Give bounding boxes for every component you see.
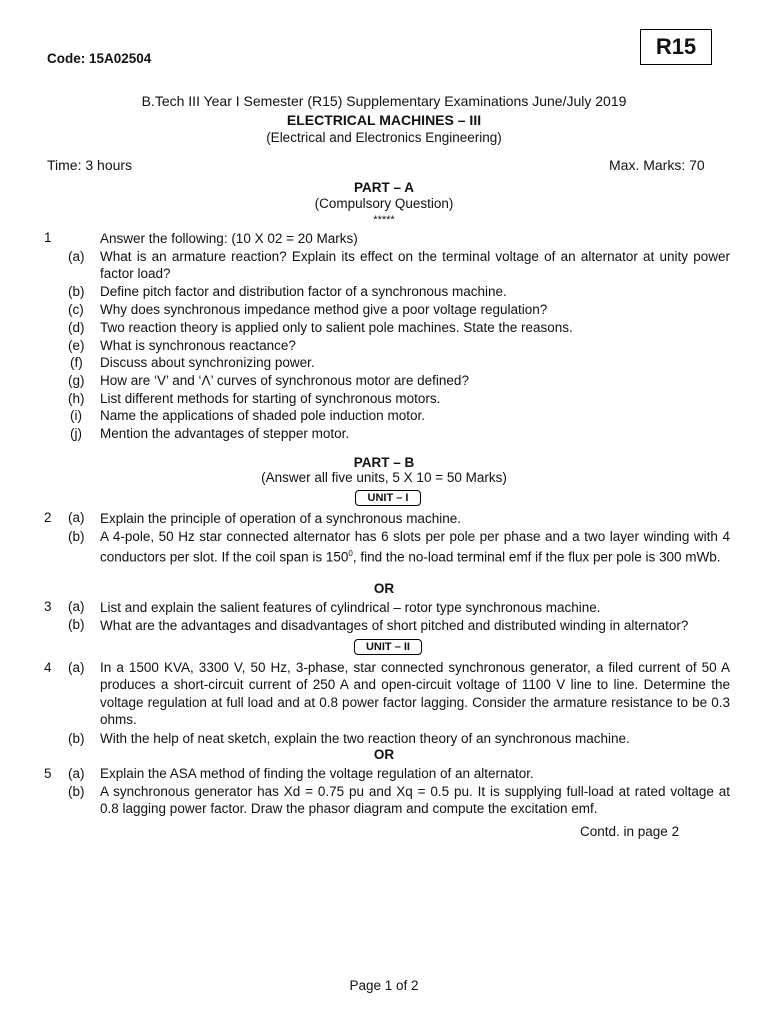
part-a-instruction: Answer the following: (10 X 02 = 20 Marks) (100, 231, 358, 246)
branch-name: (Electrical and Electronics Engineering) (266, 130, 502, 145)
max-marks: Max. Marks: 70 (609, 157, 705, 173)
item-text: With the help of neat sketch, explain the two reaction theory of an synchronous machine. (100, 731, 630, 746)
item-label: (i) (70, 408, 82, 423)
item-label: (b) (68, 784, 85, 799)
item-text: Explain the principle of operation of a synchronous machine. (100, 511, 461, 526)
subject-title: ELECTRICAL MACHINES – III (286, 112, 482, 128)
question-number: 3 (44, 599, 52, 614)
item-label: (c) (68, 302, 84, 317)
item-label: (b) (68, 617, 85, 632)
item-text: What are the advantages and disadvantages of short pitched and distributed winding in alternator? (100, 618, 689, 633)
page-number: Page 1 of 2 (349, 978, 419, 993)
unit-1-label: UNIT – I (355, 490, 421, 506)
item-text: Define pitch factor and distribution factor of a synchronous machine. (100, 284, 507, 299)
item-label: (g) (68, 373, 85, 388)
question-number: 2 (44, 510, 52, 525)
or-separator: OR (373, 747, 395, 762)
item-text: List different methods for starting of synchronous motors. (100, 391, 441, 406)
item-text: Mention the advantages of stepper motor. (100, 426, 350, 441)
question-number: 4 (44, 660, 52, 675)
part-a-title: PART – A (353, 180, 414, 195)
item-text: A synchronous generator has Xd = 0.75 pu and Xq = 0.5 pu. It is supplying full-load at rated voltage at 0.8 lagging power factor. Draw the phasor diagram and compute the excitation emf. (100, 784, 730, 817)
item-label: (a) (68, 599, 85, 614)
exam-title: B.Tech III Year I Semester (R15) Supplementary Examinations June/July 2019 (141, 93, 627, 109)
unit-2-label: UNIT – II (354, 639, 422, 655)
item-label: (f) (70, 355, 83, 370)
item-text: Discuss about synchronizing power. (100, 355, 315, 370)
question-number: 5 (44, 766, 52, 781)
item-text: Two reaction theory is applied only to salient pole machines. State the reasons. (100, 320, 573, 335)
item-label: (b) (68, 731, 85, 746)
item-label: (b) (68, 284, 85, 299)
item-label: (a) (68, 766, 85, 781)
item-label: (a) (68, 510, 85, 525)
item-text: Explain the ASA method of finding the voltage regulation of an alternator. (100, 766, 534, 781)
exam-time: Time: 3 hours (47, 157, 133, 173)
item-text: What is synchronous reactance? (100, 338, 296, 353)
item-label: (a) (68, 249, 85, 264)
item-text: Name the applications of shaded pole induction motor. (100, 408, 425, 423)
item-label: (a) (68, 660, 85, 675)
item-label: (b) (68, 529, 85, 544)
item-text: What is an armature reaction? Explain its effect on the terminal voltage of an alternator at unity power factor load? (100, 249, 730, 282)
item-text: In a 1500 KVA, 3300 V, 50 Hz, 3-phase, star connected synchronous generator, a filed current of 50 A produces a short-circuit current of 250 A and open-circuit voltage of 1100 V line to line. Determine the voltage regulation at full load and at 0.8 power factor lagging. Consider the armature resistance to be 0.3 ohms. (100, 660, 730, 728)
continued-note: Contd. in page 2 (580, 824, 680, 839)
part-a-stars: ***** (373, 214, 395, 226)
item-label: (d) (68, 320, 85, 335)
item-text: Why does synchronous impedance method give a poor voltage regulation? (100, 302, 548, 317)
item-text: List and explain the salient features of cylindrical – rotor type synchronous machine. (100, 600, 601, 615)
exam-code: Code: 15A02504 (47, 51, 152, 66)
degree-superscript: 0 (348, 549, 353, 559)
part-b-title: PART – B (353, 455, 415, 470)
part-a-subtitle: (Compulsory Question) (314, 196, 454, 211)
or-separator: OR (373, 581, 395, 596)
item-text: A 4-pole, 50 Hz star connected alternator has 6 slots per pole per phase and a two layer winding with 4 conductors per slot. If the coil span is $150^0$, find the no-load terminal emf if the flux per pole is 300 mWb. (100, 529, 730, 565)
item-text: How are ‘V’ and ‘Λ’ curves of synchronous motor are defined? (100, 373, 469, 388)
item-label: (e) (68, 338, 85, 353)
item-label: (h) (68, 391, 85, 406)
regulation-badge: R15 (640, 29, 712, 65)
item-label: (j) (70, 426, 82, 441)
question-number: 1 (44, 230, 52, 245)
part-b-subtitle: (Answer all five units, 5 X 10 = 50 Marks) (261, 470, 507, 485)
